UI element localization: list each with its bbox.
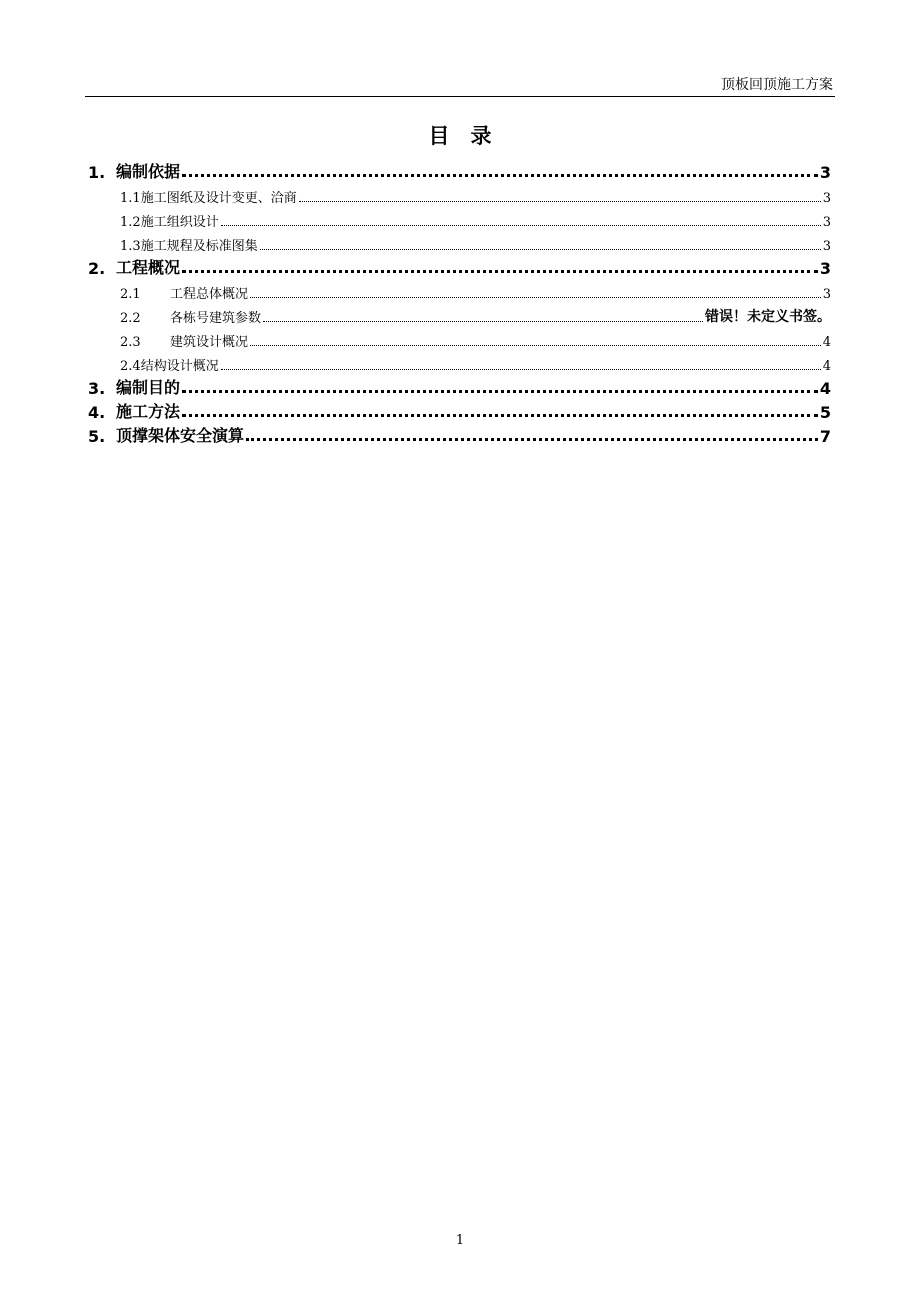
- toc-entry-page: 3: [822, 287, 831, 302]
- toc-entry-page-error: 错误！未定义书签。: [705, 309, 831, 325]
- toc-entry-2[interactable]: [88, 254, 831, 278]
- toc-entry-title: 施工规程及标准图集: [140, 239, 258, 254]
- dot-leader: [182, 414, 818, 417]
- toc-entry-page: 3: [822, 239, 831, 254]
- toc-entry-page: 3: [822, 191, 831, 206]
- toc-entry-title: 顶撑架体安全演算: [116, 426, 245, 445]
- toc-entry-number: 3.: [88, 379, 106, 398]
- toc-entry-title: 施工方法: [116, 402, 181, 421]
- toc-entry-4[interactable]: [88, 398, 831, 422]
- toc-entry-3[interactable]: [88, 374, 831, 398]
- toc-entry-2-2[interactable]: [88, 302, 831, 326]
- toc-entry-title: 建筑设计概况: [170, 335, 249, 350]
- dot-leader: [246, 438, 818, 441]
- toc-entry-number: 2.1: [120, 287, 141, 302]
- toc-entry-number: 4.: [88, 403, 106, 422]
- toc-entry-title: 施工组织设计: [140, 215, 219, 230]
- toc-entry-page: 3: [819, 163, 831, 182]
- toc-entry-page: 5: [819, 403, 831, 422]
- toc-entry-number: 5.: [88, 427, 106, 446]
- toc-entry-page: 3: [822, 215, 831, 230]
- toc-entry-1-1[interactable]: [88, 182, 831, 206]
- toc-entry-title: 施工图纸及设计变更、洽商: [140, 191, 297, 206]
- toc-entry-title: 编制依据: [116, 162, 181, 181]
- toc-entry-page: 4: [822, 335, 831, 350]
- dot-leader: [182, 390, 818, 393]
- toc-entry-page: 4: [822, 359, 831, 374]
- toc-entry-2-3[interactable]: [88, 326, 831, 350]
- dot-leader: [182, 174, 818, 177]
- toc-entry-1-3[interactable]: [88, 230, 831, 254]
- dot-leader: [299, 201, 821, 202]
- toc-entry-1-2[interactable]: [88, 206, 831, 230]
- toc-entry-page: 7: [819, 427, 831, 446]
- toc-entry-number: 2.2: [120, 311, 141, 326]
- toc-title: 目 录: [428, 124, 492, 148]
- toc-entry-page: 4: [819, 379, 831, 398]
- toc-entry-number: 1.3: [120, 239, 141, 254]
- toc-entry-number: 2.: [88, 259, 106, 278]
- dot-leader: [250, 345, 821, 346]
- toc-entry-number: 2.3: [120, 335, 141, 350]
- toc-entry-title: 各栋号建筑参数: [170, 311, 262, 326]
- toc-entry-title: 编制目的: [116, 378, 181, 397]
- dot-leader: [221, 369, 821, 370]
- running-header-title: 顶板回顶施工方案: [721, 77, 833, 93]
- toc-entry-number: 1.2: [120, 215, 141, 230]
- toc-entry-5[interactable]: [88, 422, 831, 446]
- dot-leader: [263, 321, 703, 322]
- toc-entry-2-1[interactable]: [88, 278, 831, 302]
- dot-leader: [221, 225, 821, 226]
- dot-leader: [250, 297, 821, 298]
- dot-leader: [182, 270, 818, 273]
- toc-entry-2-4[interactable]: [88, 350, 831, 374]
- toc-entry-title: 结构设计概况: [140, 359, 219, 374]
- page-number: 1: [455, 1233, 465, 1248]
- toc-entry-title: 工程总体概况: [170, 287, 249, 302]
- toc-entry-number: 2.4: [120, 359, 141, 374]
- table-of-contents: [88, 158, 831, 446]
- header-rule: [85, 96, 835, 97]
- toc-entry-page: 3: [819, 259, 831, 278]
- toc-entry-1[interactable]: [88, 158, 831, 182]
- toc-entry-number: 1.1: [120, 191, 141, 206]
- toc-entry-title: 工程概况: [116, 258, 181, 277]
- toc-entry-number: 1.: [88, 163, 106, 182]
- dot-leader: [260, 249, 821, 250]
